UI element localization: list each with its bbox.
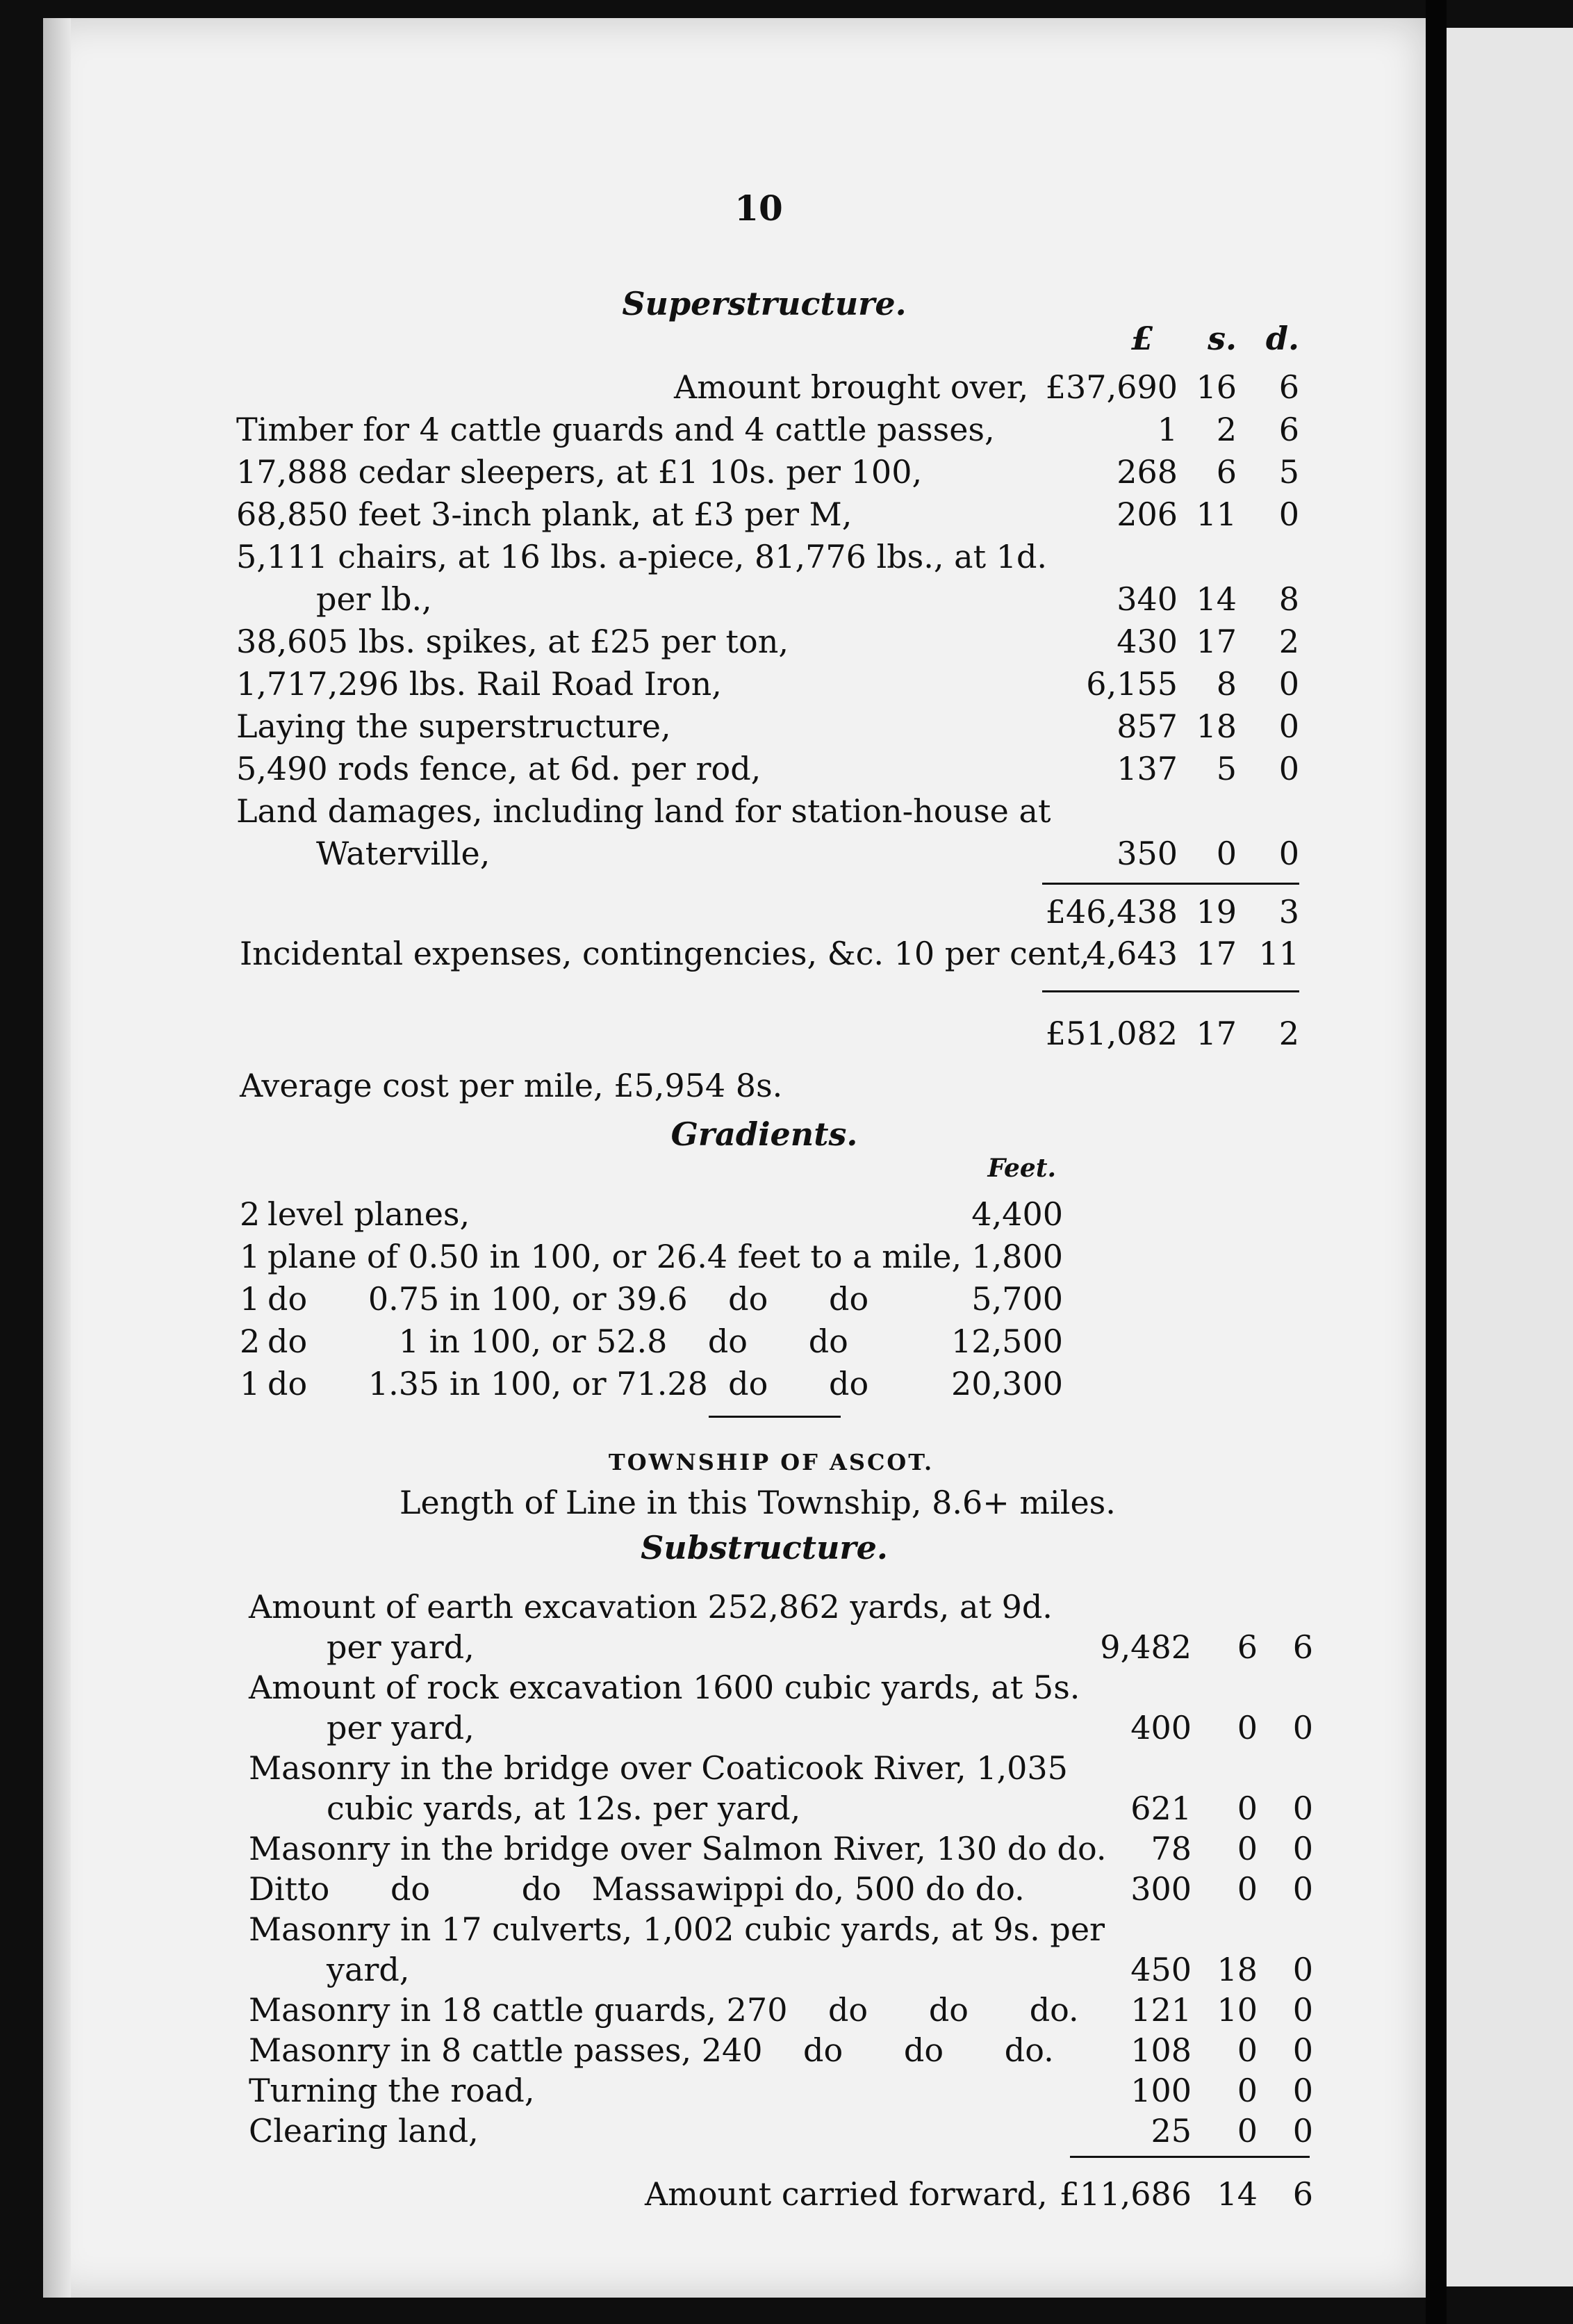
table-row [0, 835, 1573, 876]
incidental-row [0, 935, 1573, 976]
row-label: Laying the superstructure, [236, 707, 671, 745]
row-label: Masonry in 8 cattle passes, 240 do do do. [249, 2031, 1054, 2069]
row-pounds: 340 [1117, 580, 1178, 618]
row-pounds: 137 [1117, 750, 1178, 787]
gradient-count: 1 [240, 1238, 261, 1275]
row-label: Ditto do do Massawippi do, 500 do do. [249, 1870, 1025, 1908]
row-label: Masonry in the bridge over Salmon River, 130 do do. [249, 1830, 1107, 1867]
row-pounds: 450 [1130, 1951, 1192, 1988]
subtotal-rule [1042, 883, 1299, 885]
row-pounds: 78 [1151, 1830, 1192, 1867]
row-pounds: 621 [1130, 1790, 1192, 1827]
row-shillings: 11 [1196, 496, 1237, 533]
row-shillings: 6 [1216, 453, 1237, 491]
row-pence: 6 [1278, 368, 1299, 406]
gradient-row [0, 1365, 1573, 1407]
table-row [0, 1790, 1573, 1831]
row-pence: 0 [1278, 496, 1299, 533]
incidental-shillings: 17 [1196, 935, 1237, 972]
row-pounds: 857 [1117, 707, 1178, 745]
row-label: per yard, [327, 1709, 475, 1746]
gradient-text: do 1.35 in 100, or 71.28 do do [267, 1365, 869, 1402]
row-pence: 0 [1292, 2031, 1313, 2069]
subtotal-pence: 3 [1278, 893, 1299, 931]
gradient-count: 2 [240, 1195, 261, 1233]
carried-label: Amount carried forward, [645, 2175, 1048, 2213]
col-shillings: s. [1208, 320, 1237, 357]
gradient-count: 1 [240, 1365, 261, 1402]
row-label: Clearing land, [249, 2112, 479, 2150]
table-row [0, 1830, 1573, 1872]
row-pence: 0 [1278, 750, 1299, 787]
table-row [0, 1709, 1573, 1751]
row-label: Waterville, [316, 835, 491, 872]
table-row [0, 2031, 1573, 2073]
row-pounds: 430 [1117, 623, 1178, 660]
table-row [0, 1991, 1573, 2033]
substructure-heading: Substructure. [641, 1529, 888, 1566]
gradient-feet: 12,500 [951, 1323, 1063, 1360]
row-shillings: 18 [1196, 707, 1237, 745]
average-cost: Average cost per mile, £5,954 8s. [240, 1067, 783, 1104]
row-pence: 0 [1292, 1709, 1313, 1746]
township-length: Length of Line in this Township, 8.6+ miles. [400, 1484, 1116, 1521]
row-shillings: 5 [1216, 750, 1237, 787]
total-pence: 2 [1278, 1015, 1299, 1052]
gradient-row [0, 1238, 1573, 1279]
gradient-feet: 20,300 [951, 1365, 1063, 1402]
row-pounds: 1 [1157, 411, 1178, 448]
table-row [0, 1910, 1573, 1952]
incidental-pounds: 4,643 [1086, 935, 1178, 972]
row-shillings: 0 [1237, 2031, 1258, 2069]
row-pounds: 108 [1130, 2031, 1192, 2069]
total-pounds: £51,082 [1045, 1015, 1178, 1052]
row-pounds: 268 [1117, 453, 1178, 491]
row-pence: 0 [1292, 1830, 1313, 1867]
row-pence: 0 [1292, 2112, 1313, 2150]
row-pence: 8 [1278, 580, 1299, 618]
row-label: Amount of rock excavation 1600 cubic yards, at 5s. [249, 1669, 1080, 1706]
row-shillings: 0 [1237, 1830, 1258, 1867]
incidental-pence: 11 [1258, 935, 1299, 972]
gradient-row [0, 1195, 1573, 1237]
table-row [0, 1749, 1573, 1791]
row-label: per lb., [316, 580, 432, 618]
row-label: Amount brought over, [674, 368, 1029, 406]
carried-shillings: 14 [1217, 2175, 1258, 2213]
subtotal-row [0, 893, 1573, 935]
section-divider [709, 1416, 841, 1418]
row-shillings: 18 [1217, 1951, 1258, 1988]
gradient-count: 2 [240, 1323, 261, 1360]
table-row [0, 665, 1573, 707]
row-pence: 0 [1278, 835, 1299, 872]
row-label: 5,490 rods fence, at 6d. per rod, [236, 750, 761, 787]
row-shillings: 0 [1237, 1709, 1258, 1746]
table-row [0, 411, 1573, 452]
superstructure-heading: Superstructure. [622, 285, 907, 322]
gradient-text: do 1 in 100, or 52.8 do do [267, 1323, 848, 1360]
table-row [0, 538, 1573, 580]
table-row [0, 1588, 1573, 1630]
table-row [0, 453, 1573, 495]
row-label: 17,888 cedar sleepers, at £1 10s. per 100, [236, 453, 923, 491]
row-pounds: 350 [1117, 835, 1178, 872]
row-pounds: 9,482 [1100, 1628, 1192, 1666]
carried-forward-row [0, 2175, 1573, 2217]
row-pence: 0 [1292, 2072, 1313, 2109]
col-pence: d. [1265, 320, 1299, 357]
row-label: Turning the road, [249, 2072, 535, 2109]
row-label: yard, [327, 1951, 410, 1988]
row-pounds: 206 [1117, 496, 1178, 533]
total-shillings: 17 [1196, 1015, 1237, 1052]
table-row [0, 707, 1573, 749]
row-pence: 0 [1292, 1870, 1313, 1908]
row-label: Land damages, including land for station-house at [236, 792, 1051, 830]
row-shillings: 0 [1237, 1790, 1258, 1827]
gradient-text: do 0.75 in 100, or 39.6 do do [267, 1280, 869, 1318]
row-pence: 2 [1278, 623, 1299, 660]
row-pounds: 100 [1130, 2072, 1192, 2109]
row-pence: 0 [1292, 1951, 1313, 1988]
row-pence: 5 [1278, 453, 1299, 491]
township-heading: TOWNSHIP OF ASCOT. [608, 1449, 934, 1475]
subtotal-pounds: £46,438 [1045, 893, 1178, 931]
page-number: 10 [734, 188, 783, 229]
row-pence: 0 [1292, 1790, 1313, 1827]
row-shillings: 2 [1216, 411, 1237, 448]
row-shillings: 17 [1196, 623, 1237, 660]
carried-rule [1070, 2156, 1310, 2158]
table-row [0, 2112, 1573, 2154]
row-label: Masonry in 18 cattle guards, 270 do do do. [249, 1991, 1079, 2029]
row-pence: 0 [1278, 665, 1299, 703]
table-row [0, 792, 1573, 834]
gradient-row [0, 1280, 1573, 1322]
gradient-text: plane of 0.50 in 100, or 26.4 feet to a mile, [267, 1238, 962, 1275]
gradients-heading: Gradients. [670, 1115, 858, 1153]
table-row [0, 368, 1573, 410]
row-pence: 0 [1292, 1991, 1313, 2029]
feet-heading: Feet. [987, 1154, 1056, 1183]
row-label: per yard, [327, 1628, 475, 1666]
row-pounds: 25 [1151, 2112, 1192, 2150]
row-shillings: 0 [1237, 2072, 1258, 2109]
table-row [0, 623, 1573, 664]
table-row [0, 580, 1573, 622]
table-row [0, 750, 1573, 792]
row-shillings: 0 [1237, 2112, 1258, 2150]
row-label: Masonry in 17 culverts, 1,002 cubic yards, at 9s. per [249, 1910, 1105, 1948]
total-row [0, 1015, 1573, 1056]
row-pounds: 121 [1130, 1991, 1192, 2029]
gradient-feet: 5,700 [971, 1280, 1063, 1318]
row-label: 68,850 feet 3-inch plank, at £3 per M, [236, 496, 853, 533]
subtotal-shillings: 19 [1196, 893, 1237, 931]
row-shillings: 0 [1237, 1870, 1258, 1908]
row-pence: 6 [1278, 411, 1299, 448]
row-shillings: 6 [1237, 1628, 1258, 1666]
row-label: Timber for 4 cattle guards and 4 cattle passes, [236, 411, 995, 448]
row-shillings: 10 [1217, 1991, 1258, 2029]
row-pounds: 400 [1130, 1709, 1192, 1746]
total-rule [1042, 990, 1299, 992]
gradient-text: level planes, [267, 1195, 470, 1233]
gradient-count: 1 [240, 1280, 261, 1318]
row-pounds: £37,690 [1045, 368, 1178, 406]
row-label: Amount of earth excavation 252,862 yards, at 9d. [249, 1588, 1053, 1626]
table-row [0, 496, 1573, 537]
table-row [0, 1628, 1573, 1670]
row-pence: 6 [1292, 1628, 1313, 1666]
row-label: cubic yards, at 12s. per yard, [327, 1790, 801, 1827]
row-pounds: 300 [1130, 1870, 1192, 1908]
table-row [0, 1870, 1573, 1912]
table-row [0, 2072, 1573, 2113]
carried-pence: 6 [1292, 2175, 1313, 2213]
row-label: 1,717,296 lbs. Rail Road Iron, [236, 665, 722, 703]
incidental-label: Incidental expenses, contingencies, &c. 10 per cent, [240, 935, 1090, 972]
row-shillings: 8 [1216, 665, 1237, 703]
row-shillings: 14 [1196, 580, 1237, 618]
row-shillings: 0 [1216, 835, 1237, 872]
table-row [0, 1951, 1573, 1992]
col-pounds: £ [1130, 320, 1153, 357]
row-label: Masonry in the bridge over Coaticook River, 1,035 [249, 1749, 1068, 1787]
table-row [0, 1669, 1573, 1710]
gradient-feet: 1,800 [971, 1238, 1063, 1275]
carried-pounds: £11,686 [1059, 2175, 1192, 2213]
row-shillings: 16 [1196, 368, 1237, 406]
row-label: 38,605 lbs. spikes, at £25 per ton, [236, 623, 789, 660]
gradient-feet: 4,400 [971, 1195, 1063, 1233]
row-pounds: 6,155 [1086, 665, 1178, 703]
gradient-row [0, 1323, 1573, 1364]
row-label: 5,111 chairs, at 16 lbs. a-piece, 81,776 lbs., at 1d. [236, 538, 1048, 575]
row-pence: 0 [1278, 707, 1299, 745]
